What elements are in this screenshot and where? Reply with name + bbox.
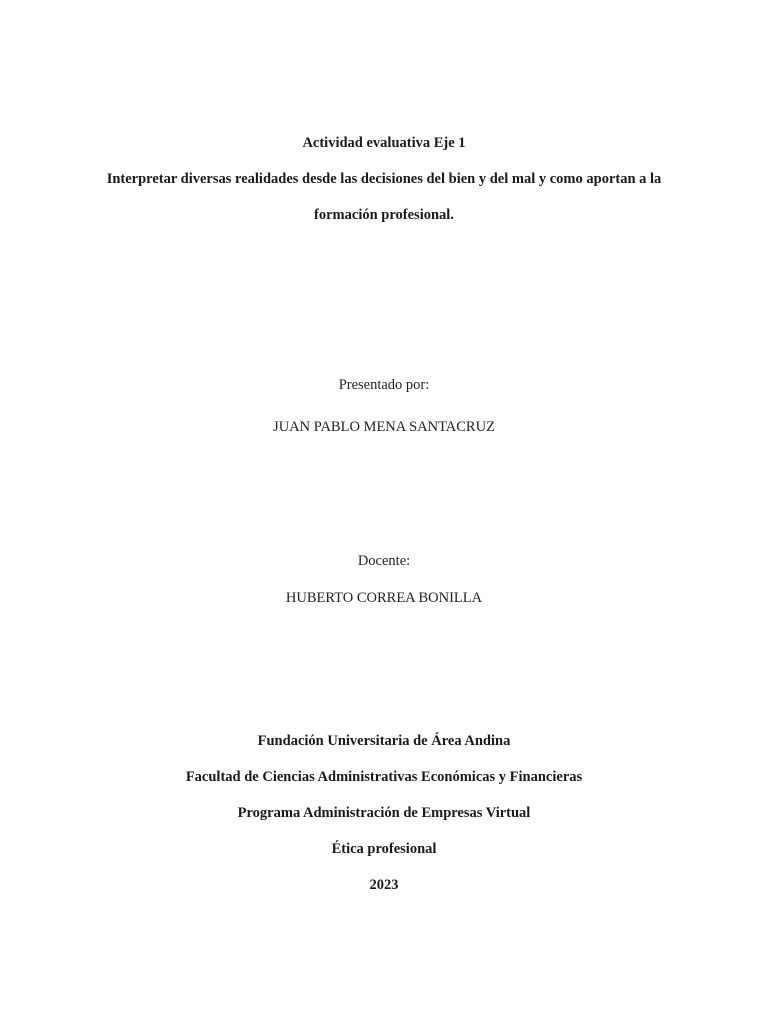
author-name: JUAN PABLO MENA SANTACRUZ [273, 419, 495, 435]
year: 2023 [369, 877, 399, 893]
activity-title: Actividad evaluativa Eje 1 [302, 135, 466, 151]
subtitle-line-2: formación profesional. [314, 207, 454, 223]
teacher-name: HUBERTO CORREA BONILLA [285, 590, 483, 606]
course-name: Ética profesional [331, 841, 437, 857]
program-name: Programa Administración de Empresas Virtual [237, 805, 531, 821]
subtitle-line-1: Interpretar diversas realidades desde las decisiones del bien y del mal y como aportan a la [106, 171, 662, 187]
university-name: Fundación Universitaria de Área Andina [257, 733, 511, 749]
presented-by-label: Presentado por: [338, 377, 430, 393]
faculty-name: Facultad de Ciencias Administrativas Económicas y Financieras [185, 769, 583, 785]
teacher-label: Docente: [357, 553, 411, 569]
